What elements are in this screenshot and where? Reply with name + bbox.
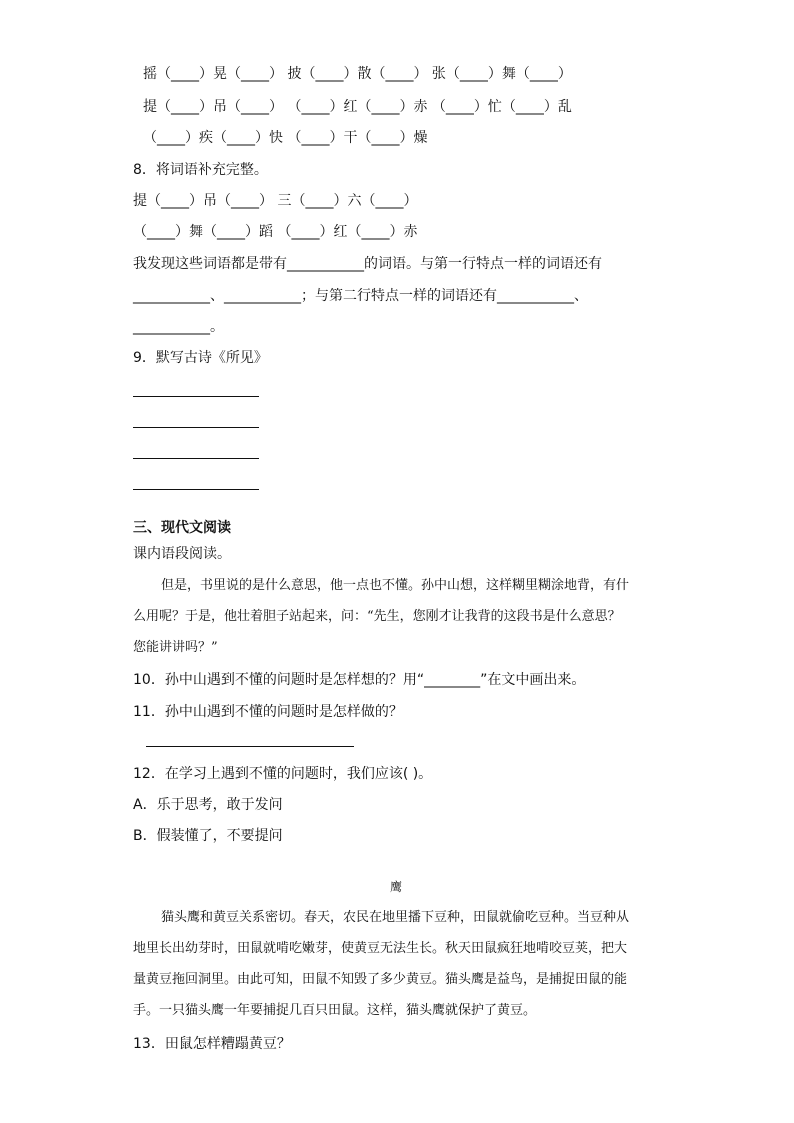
answer-line-4: [133, 489, 259, 490]
q10: 10．孙中山遇到不懂的问题时是怎样想的？用“________”在文中画出来。: [133, 672, 586, 688]
passage-line-2: 么用呢？于是，他壮着胆子站起来，问：“先生，您刚才让我背的这段书是什么意思？: [133, 609, 621, 624]
q7-line-2: 提（____）吊（____） （____）红（____）赤 （____）忙（____）乱: [143, 99, 572, 115]
passage-line-3: 您能讲讲吗？”: [133, 640, 218, 655]
q8-title: 8．将词语补充完整。: [133, 162, 268, 178]
passage2-line-3: 量黄豆拖回洞里。由此可知，田鼠不知毁了多少黄豆。猫头鹰是益鸟，是捕捉田鼠的能: [133, 972, 628, 987]
answer-line-1: [133, 396, 259, 397]
q9-title: 9．默写古诗《所见》: [133, 350, 268, 366]
answer-line-q11: [146, 746, 354, 747]
answer-line-2: [133, 427, 259, 428]
q8-line-3: 我发现这些词语都是带有___________的词语。与第一行特点一样的词语还有: [133, 256, 602, 272]
section-heading: 三、现代文阅读: [133, 520, 231, 536]
q8-line-1: 提（____）吊（____） 三（____）六（____）: [133, 193, 418, 209]
q13: 13．田鼠怎样糟蹋黄豆？: [133, 1036, 291, 1052]
passage2-line-1: 猫头鹰和黄豆关系密切。春天，农民在地里播下豆种，田鼠就偷吃豆种。当豆种从: [161, 910, 630, 925]
passage-line-1: 但是，书里说的是什么意思，他一点也不懂。孙中山想，这样糊里糊涂地背，有什: [161, 578, 630, 593]
q11: 11．孙中山遇到不懂的问题时是怎样做的？: [133, 704, 403, 720]
section-subtitle: 课内语段阅读。: [133, 546, 231, 562]
passage2-line-2: 地里长出幼芽时，田鼠就啃吃嫩芽，使黄豆无法生长。秋天田鼠疯狂地啃咬豆荚，把大: [133, 941, 628, 956]
q8-line-4: ___________、___________；与第二行特点一样的词语还有___________、: [133, 288, 588, 304]
q12-title: 12．在学习上遇到不懂的问题时，我们应该( )。: [133, 766, 433, 782]
passage2-title: 鹰: [390, 880, 403, 894]
q12-option-a: A．乐于思考，敢于发问: [133, 797, 283, 813]
q12-option-b: B．假装懂了，不要提问: [133, 828, 283, 844]
q8-line-5: ___________。: [133, 319, 224, 335]
answer-line-3: [133, 458, 259, 459]
q7-line-1: 摇（____）晃（____） 披（____）散（____） 张（____）舞（____）: [143, 66, 572, 82]
q7-line-3: （____）疾（____）快 （____）干（____）燥: [143, 130, 428, 146]
q8-line-2: （____）舞（____）蹈 （____）红（____）赤: [133, 224, 418, 240]
passage2-line-4: 手。一只猫头鹰一年要捕捉几百只田鼠。这样，猫头鹰就保护了黄豆。: [133, 1003, 537, 1018]
